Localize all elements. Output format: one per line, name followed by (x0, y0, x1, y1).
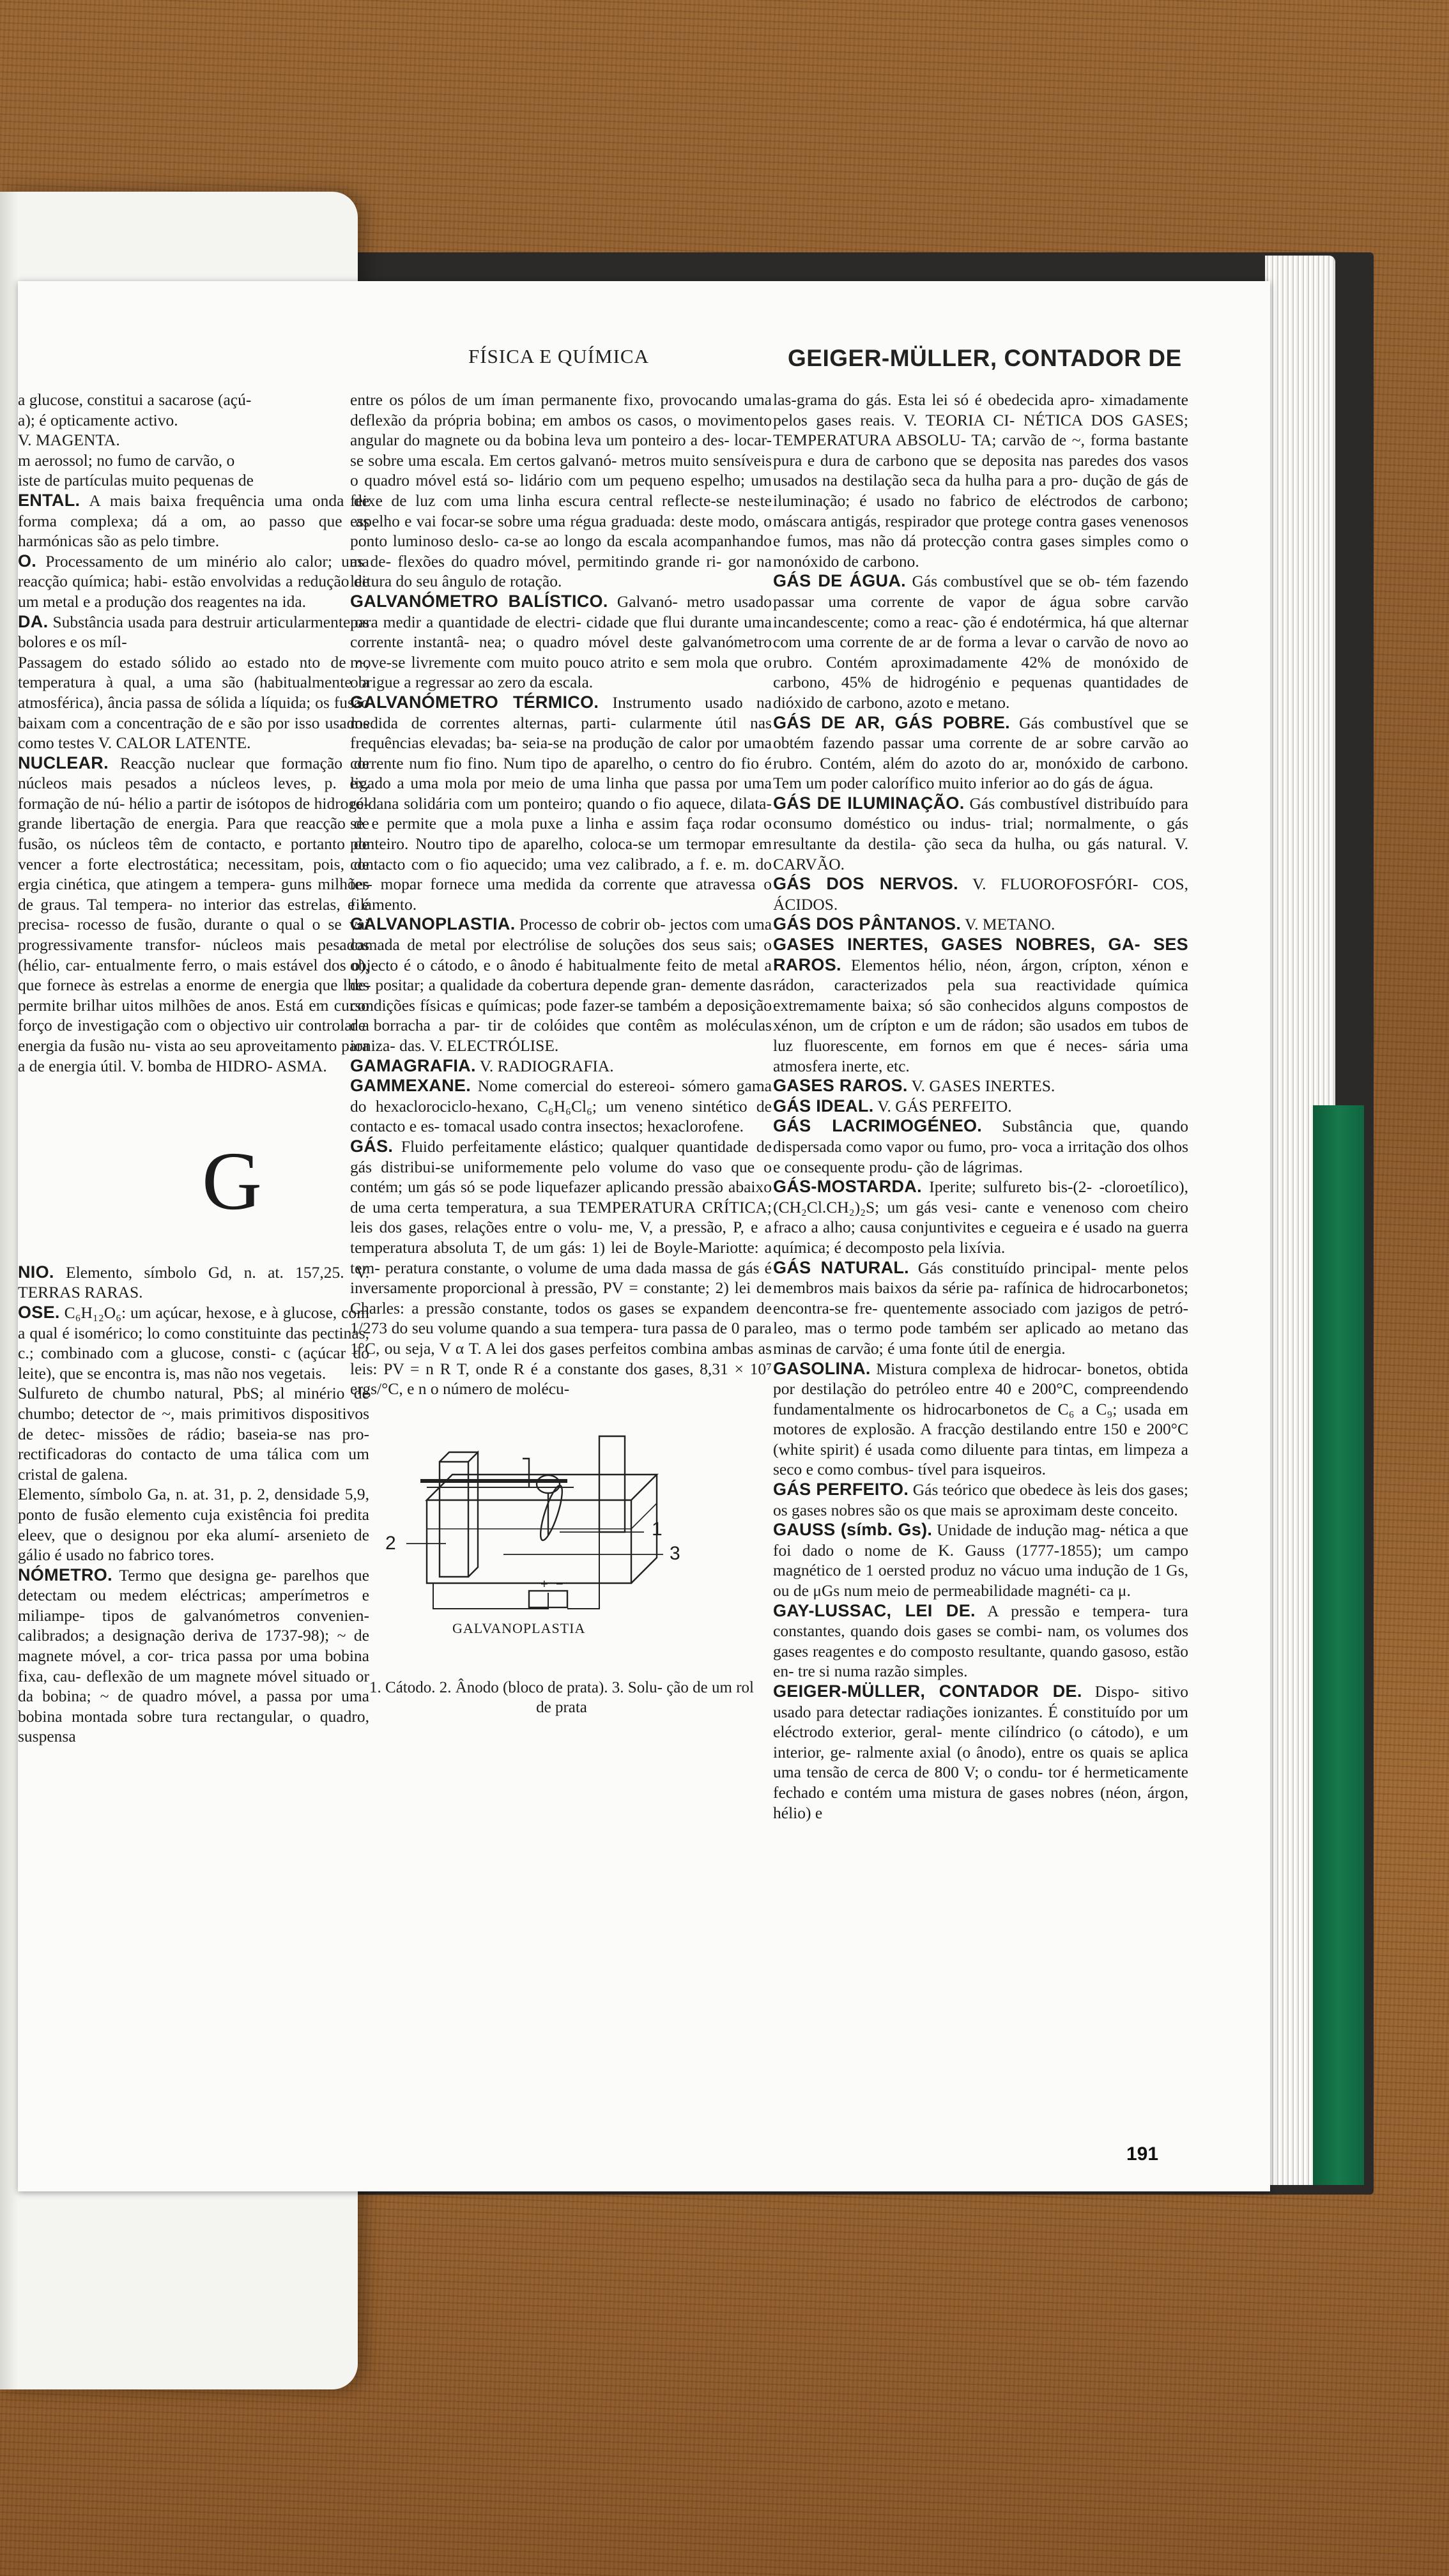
svg-text:−: − (556, 1577, 564, 1591)
dictionary-entry (18, 491, 369, 551)
left-page-shadow (0, 192, 18, 2389)
text-column-1 (18, 390, 369, 1747)
entry-headword: GAMAGRAFIA. (350, 1055, 476, 1075)
entry-headword: GÁS DOS PÂNTANOS. (773, 914, 962, 934)
dictionary-entry (773, 1177, 1188, 1257)
entry-text: Galvanó- metro usado para medir a quantidade de electri- cidade que flui durante uma corrente instantâ- nea; o quadro móvel deste galvanómetro move-se livremente com muito pouco atrito e sem mola que o obrigue a regressar ao zero da escala. (350, 592, 772, 692)
dictionary-entry (773, 1682, 1188, 1823)
entry-text: Elemento, símbolo Gd, n. at. 157,25. V. TERRAS RARAS. (18, 1262, 369, 1302)
entry-text: Gás teórico que obedece às leis dos gases; os gases nobres são os que mais se aproximam deste conceito. (773, 1480, 1188, 1519)
figure-label-3: 3 (670, 1542, 680, 1564)
dictionary-entry (773, 874, 1188, 914)
entry-headword: GALVANOPLASTIA. (350, 914, 516, 934)
entry-headword: ENTAL. (18, 490, 80, 510)
bookmark-ribbon (1313, 1105, 1364, 2185)
entry-text: Dispo- sitivo usado para detectar radiações ionizantes. É constituído por um eléctrodo exterior, geral- mente cilíndrico (o cátodo), e um interior, ge- ralmente axial (o ânodo), entre os quais se aplica uma tensão de cerca de 800 V; o condu- tor é hermeticamente fechado e contém uma mistura de gases nobres (néon, árgon, hélio) e (773, 1682, 1188, 1822)
entry-text: Gás constituído principal- mente pelos membros mais baixos da série pa- rafínica de hidrocarbonetos; encontra-se fre- quentemente associado com jazigos de petró- leo, mas o termo pode também ser aplicado ao metano das minas de carvão; é uma fonte útil de energia. (773, 1258, 1188, 1358)
figure-title: GALVANOPLASTIA (452, 1620, 586, 1636)
entry-text: Elemento, símbolo Ga, n. at. 31, p. 2, densidade 5,9, ponto de fusão elemento cuja existência foi predita eleev, que o designou por eka alumí- arsenieto de gálio é usado no fabrico tores. (18, 1485, 369, 1565)
entry-headword: GÁS PERFEITO. (773, 1480, 909, 1499)
dictionary-entry (350, 1056, 772, 1077)
dictionary-entry (773, 390, 1188, 571)
entry-text: V. FLUOROFOSFÓRI- COS, ÁCIDOS. (773, 875, 1188, 914)
dictionary-entry (773, 571, 1188, 712)
entry-text: Substância que, quando dispersada como vapor ou fumo, pro- voca a irritação dos olhos e consequente produ- ção de lágrimas. (773, 1117, 1188, 1176)
entry-headword: GÁS LACRIMOGÉNEO. (773, 1116, 983, 1136)
dictionary-entry (18, 1383, 369, 1484)
entry-text: Processo de cobrir ob- jectos com uma camada de metal por electrólise de soluções dos seus sais; o objecto é o cátodo, e o ânodo é habitualmente feito de metal a de- positar; a qualidade da cobertura depende gran- demente das condições físicas e químicas; pode fazer-se também a deposição de borracha a par- tir de colóides que contêm as moléculas ioniza- das. V. ELECTRÓLISE. (350, 915, 772, 1055)
entry-text: V. RADIOGRAFIA. (475, 1056, 614, 1075)
entry-headword: NÓMETRO. (18, 1565, 112, 1584)
entry-text: Substância usada para destruir articularmente os bolores e os míl- (18, 612, 369, 652)
entry-text: a); é opticamente activo. (18, 410, 178, 429)
dictionary-entry (773, 1076, 1188, 1096)
dictionary-entry (773, 1601, 1188, 1682)
text-column-2 (350, 390, 772, 1717)
entry-text: las-grama do gás. Esta lei só é obedecida apro- ximadamente pelos gases reais. V. TEORIA CI- NÉTICA DOS GASES; TEMPERATURA ABSOLU- TA; carvão de ~, forma bastante pura e dura de carbono que se deposita nas paredes dos vasos usados na destilação seca da hulha para a pro- dução de gás de iluminação; é usado no fabrico de eléctrodos de carbono; máscara antigás, respirador que protege contra gases venenosos e fumos, mas não dá protecção contra gases simples como o monóxido de carbono. (773, 390, 1188, 571)
entry-text: Gás combustível que se obtém fazendo passar uma corrente de ar sobre carvão ao rubro. Contém, além do azoto do ar, monóxido de carbono. Tem um poder calorífico muito inferior ao do gás de água. (773, 713, 1188, 793)
dictionary-entry (350, 1076, 772, 1137)
dictionary-entry (773, 1116, 1188, 1177)
entry-text: V. GASES INERTES. (907, 1077, 1055, 1096)
dictionary-entry (18, 551, 369, 612)
entry-text: Gás combustível distribuído para consumo doméstico ou indus- trial; normalmente, o gás resultante da destila- ção seca da hulha, ou gás natural. V. CARVÃO. (773, 793, 1188, 873)
column-2-entries (350, 390, 772, 1399)
entry-headword: GÁS DOS NERVOS. (773, 874, 958, 894)
dictionary-entry (350, 693, 772, 915)
entry-text: entre os pólos de um íman permanente fixo, provocando uma deflexão da própria bobina; em ambos os casos, o movimento angular do magnete ou da bobina leva um ponteiro a des- locar-se sobre uma escala. Em certos galvanó- metros muito sensíveis o quadro móvel está so- lidário com um pequeno espelho; um feixe de luz com uma linha escura central reflecte-se neste espelho e vai focar-se sobre uma régua graduada: deste modo, o ponto luminoso deslo- ca-se ao longo da escala acompanhando as de- flexões do quadro móvel, permitindo grande ri- gor na leitura do seu ângulo de rotação. (350, 390, 772, 591)
dictionary-entry (350, 1137, 772, 1399)
entry-headword: GASES RAROS. (773, 1076, 908, 1096)
dictionary-entry (18, 753, 369, 1077)
dictionary-entry (773, 1480, 1188, 1520)
dictionary-entry (18, 430, 369, 450)
entry-headword: GÁS NATURAL. (773, 1257, 909, 1277)
dictionary-entry (18, 450, 369, 471)
dictionary-entry (350, 914, 772, 1055)
entry-headword: GÁS-MOSTARDA. (773, 1177, 922, 1197)
dictionary-entry (773, 1258, 1188, 1359)
entry-text: Mistura complexa de hidrocar- bonetos, obtida por destilação do petróleo entre 40 e 200°C, compreendendo fundamentalmente os hidrocarbonetos de C₆ a C₉; usada em motores de explosão. A fracção destilando entre 150 e 200°C (white spirit) é usada como diluente para tintas, em limpeza a seco e como combus- tível para isqueiros. (773, 1359, 1188, 1479)
dictionary-entry (773, 793, 1188, 874)
entry-headword: GÁS IDEAL. (773, 1096, 874, 1116)
entry-text: Nome comercial do estereoi- sómero gama do hexaclorociclo-hexano, C₆H₆Cl₆; um veneno sintético de contacto e es- tomacal usado contra insectos; hexaclorofene. (350, 1077, 772, 1136)
dictionary-entry (18, 1262, 369, 1303)
dictionary-entry (773, 1096, 1188, 1117)
dictionary-entry (773, 1520, 1188, 1600)
electroplating-diagram (356, 1423, 753, 1615)
entry-headword: GÁS DE ILUMINAÇÃO. (773, 793, 965, 813)
dictionary-entry (18, 652, 369, 753)
entry-text: a glucose, constitui a sacarose (açú- (18, 390, 252, 409)
entry-headword: GALVANÓMETRO TÉRMICO. (350, 692, 599, 712)
entry-text: C₆H₁₂O₆: um açúcar, hexose, e à glucose, com a qual é isomérico; lo como constituinte das pectinas, c.; combinado com a glucose, consti- c (açúcar do leite), que se encontra is, mas não nos vegetais. (18, 1303, 369, 1383)
entry-headword: GAUSS (símb. Gs). (773, 1520, 933, 1540)
dictionary-entry (18, 612, 369, 652)
entry-text: A pressão e tempera- tura constantes, quando dois gases se combi- nam, os volumes dos gases reagentes e do composto resultante, quando gasoso, estão en- tre si numa razão simples. (773, 1601, 1188, 1681)
dictionary-entry (18, 1565, 369, 1747)
entry-headword: GAY-LUSSAC, LEI DE. (773, 1600, 976, 1620)
entry-text: m aerossol; no fumo de carvão, o (18, 450, 235, 470)
dictionary-entry (350, 592, 772, 693)
entry-headword: GASOLINA. (773, 1358, 871, 1378)
text-column-3 (773, 390, 1188, 1823)
entry-headword: GASES INERTES, GASES NOBRES, GA- SES RAROS. (773, 935, 1188, 974)
entry-text: Instrumento usado na medida de correntes alternas, parti- cularmente útil nas frequências elevadas; ba- seia-se na produção de calor por uma corrente num fio fino. Num tipo de aparelho, o centro do fio é ligado a uma mola por meio de uma linha que passa por uma roldana solidária com um ponteiro; quando o fio aquece, dilata-se e permite que a mola puxe a linha e assim faça rodar o ponteiro. Noutro tipo de aparelho, coloca-se um termopar em contacto com o fio aquecido; uma vez calibrado, a f. e. m. do ter- mopar fornece uma medida da corrente que atravessa o filamento. (350, 693, 772, 914)
dictionary-entry (18, 390, 369, 410)
figure-label-1: 1 (652, 1518, 663, 1540)
running-header-section: FÍSICA E QUÍMICA (468, 345, 649, 367)
dictionary-entry (18, 410, 369, 431)
entry-headword: OSE. (18, 1302, 60, 1322)
entry-headword: O. (18, 551, 37, 571)
entry-text: A mais baixa frequência uma onda de forma complexa; dá a om, ao passo que as harmónicas são as pelo timbre. (18, 491, 369, 551)
entry-text: Gás combustível que se ob- tém fazendo passar uma corrente de vapor de água sobre carvão incandescente; como a reac- ção é endotérmica, há que alternar com uma corrente de ar de forma a levar o carvão de novo ao rubro. Contém aproximadamente 42% de monóxido de carbono, 45% de hidrogénio e pequenas quantidades de dióxido de carbono, azoto e metano. (773, 572, 1188, 712)
figure-caption: 1. Cátodo. 2. Ânodo (bloco de prata). 3. Solu- ção de um rol de prata (369, 1678, 754, 1716)
dictionary-entry (18, 1303, 369, 1383)
dictionary-entry (18, 470, 369, 491)
entry-headword: NIO. (18, 1262, 54, 1282)
entry-headword: GAMMEXANE. (350, 1076, 471, 1096)
dictionary-entry (773, 1359, 1188, 1480)
dictionary-entry (18, 1484, 369, 1565)
entry-headword: GÁS. (350, 1136, 394, 1156)
entry-headword: GALVANÓMETRO BALÍSTICO. (350, 591, 608, 611)
page-number: 191 (1126, 2143, 1159, 2165)
entry-text: Termo que designa ge- parelhos que detectam ou medem eléctricas; amperímetros e miliampe- tipos de galvanómetros convenien- calibrados; a designação deriva de 1737-98); ~ de magnete móvel, a cor- trica passa por uma bobina fixa, cau- deflexão de um magnete móvel situado or da bobina; ~ de quadro móvel, a passa por uma bobina montada sobre tura rectangular, o quadro, suspensa (18, 1565, 369, 1746)
section-letter: G (202, 1135, 262, 1228)
entry-headword: GÁS DE ÁGUA. (773, 571, 906, 591)
entry-text: V. METANO. (961, 915, 1055, 934)
entry-headword: GEIGER-MÜLLER, CONTADOR DE. (773, 1682, 1082, 1701)
entry-text: V. MAGENTA. (18, 431, 120, 450)
entry-headword: DA. (18, 611, 49, 631)
entry-headword: NUCLEAR. (18, 753, 109, 772)
dictionary-entry (773, 914, 1188, 935)
galvanoplasty-figure (356, 1423, 753, 1666)
figure-label-2: 2 (385, 1532, 396, 1554)
running-header-entry: GEIGER-MÜLLER, CONTADOR DE (788, 345, 1182, 371)
entry-text: iste de partículas muito pequenas de (18, 471, 254, 490)
entry-text: Processamento de um minério alo calor; uma reacção química; habi- estão envolvidas a redução de um metal e a produção dos reagentes na ida. (18, 551, 369, 611)
dictionary-entry (350, 390, 772, 592)
entry-text: Iperite; sulfureto bis-(2- -cloroetílico), (CH₂Cl.CH₂)₂S; um gás vesi- cante e venenoso com cheiro fraco a alho; causa conjuntivites e cegueira e é usado na guerra química; é decomposto pela lixívia. (773, 1177, 1188, 1257)
dictionary-page (18, 281, 1270, 2191)
entry-text: Passagem do estado sólido ao estado nto de ~, temperatura à qual, a uma são (habitualmente a atmosférica), ância passa de sólida a líquida; os fusão baixam com a concentração de e são por isso usados como testes V. CALOR LATENTE. (18, 652, 369, 753)
dictionary-entry (773, 713, 1188, 793)
entry-headword: GÁS DE AR, GÁS POBRE. (773, 712, 1010, 732)
entry-text: V. GÁS PERFEITO. (873, 1096, 1012, 1116)
entry-text: Sulfureto de chumbo natural, PbS; al minério de chumbo; detector de ~, mais primitivos dispositivos de detec- missões de rádio; baseia-se nas pro- rectificadoras do contacto de uma tálica com um cristal de galena. (18, 1384, 369, 1483)
entry-text: Elementos hélio, néon, árgon, crípton, xénon e rádon, caracterizados pela sua reactividade química extremamente baixa; só são conhecidos alguns compostos de xénon, um de crípton e um de rádon; são usados em tubos de luz fluorescente, em fornos em que é neces- sária uma atmosfera inerte, etc. (773, 955, 1188, 1075)
dictionary-entry (773, 935, 1188, 1076)
entry-text: Fluido perfeitamente elástico; qualquer quantidade de gás distribui-se uniformemente pelo volume do vaso que o contém; um gás só se pode liquefazer aplicando pressão abaixo de uma certa temperatura, a sua TEMPERATURA CRÍTICA; leis dos gases, relações entre o volu- me, V, a pressão, P, e a temperatura absoluta T, de um gás: 1) lei de Boyle-Mariotte: a tem- peratura constante, o volume de uma dada massa de gás é inversamente proporcional à pressão, PV = constante; 2) lei de Charles: a pressão constante, todos os gases se expandem de 1/273 do seu volume quando a sua tempera- tura passa de 0 para 1°C, ou seja, V α T. A lei dos gases perfeitos combina ambas as leis: PV = n R T, onde R é a constante dos gases, 8,31 × 10⁷ ergs/°C, e n o número de molécu- (350, 1137, 772, 1399)
svg-text:+: + (540, 1577, 548, 1591)
entry-text: Reacção nuclear que formação de núcleos mais pesados a núcleos leves, p. ex. formação de nú- hélio a partir de isótopos de hidrogé- grande libertação de energia. Para que reacção de fusão, os núcleos têm de contacto, e portanto de vencer a forte electrostática; necessitam, pois, de ergia cinética, que atingem a tempera- guns milhões de graus. Tal tempera- no interior das estrelas, e é precisa- rocesso de fusão, durante o qual o se vai progressivamente transfor- núcleos mais pesados (hélio, car- entualmente ferro, o mais estável dos o), que fornece às estrelas a enorme de energia que lhes permite brilhar uitos milhões de anos. Está em curso forço de investigação com o objectivo uir controlar a energia da fusão nu- vista ao seu aproveitamento para a de energia útil. V. bomba de HIDRO- ASMA. (18, 753, 369, 1075)
entry-text: Unidade de indução mag- nética a que foi dado o nome de K. Gauss (1777-1855); um campo magnético de 1 oersted produz no vácuo uma indução de 1 Gs, ou de μGs num meio de permeabilidade magnéti- ca μ. (773, 1521, 1188, 1600)
